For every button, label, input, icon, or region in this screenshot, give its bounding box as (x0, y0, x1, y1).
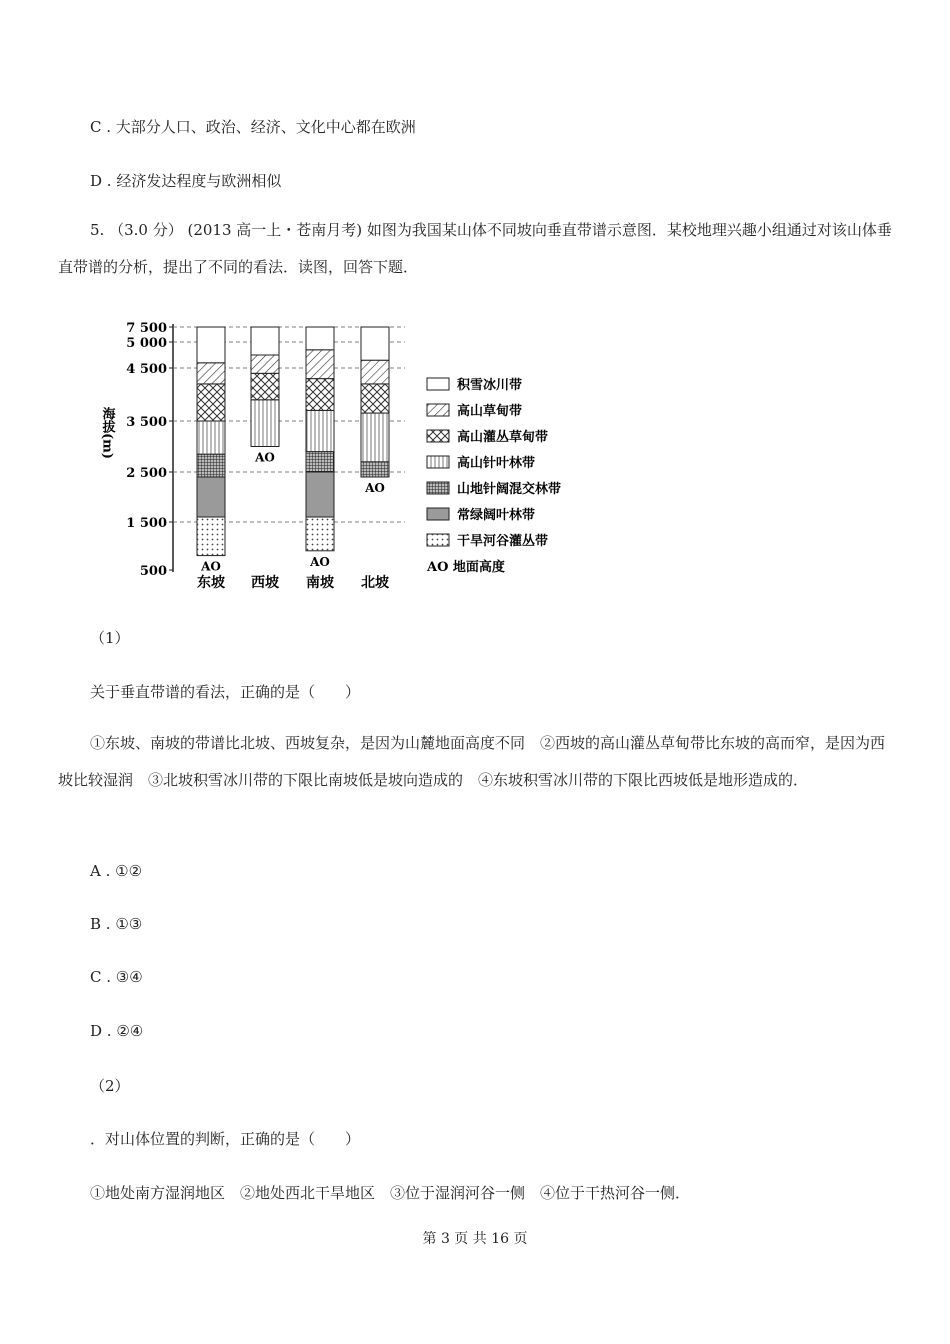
belt-segment (197, 363, 225, 384)
belt-segment (361, 384, 389, 413)
q5-sub2-statement: ①地处南方湿润地区 ②地处西北干旱地区 ③位于湿润河谷一侧 ④位于干热河谷一侧． (90, 1184, 691, 1202)
y-axis-label: 海拔(m) (99, 407, 115, 460)
belt-segment (197, 477, 225, 517)
legend-swatch (427, 430, 449, 442)
y-tick-label: 4 500 (126, 362, 167, 377)
legend-label: 干旱河谷灌丛带 (457, 534, 549, 549)
x-tick-label: 南坡 (306, 575, 334, 591)
belt-segment (306, 350, 334, 379)
legend-swatch (427, 404, 449, 416)
page-footer: 第 3 页 共 16 页 (422, 1231, 528, 1247)
q5-sub1-statement (58, 725, 894, 799)
vertical-belt-chart (99, 312, 625, 597)
belt-segment (306, 379, 334, 411)
x-tick-label: 西坡 (251, 575, 279, 591)
y-tick-label: 2 500 (126, 466, 167, 481)
belt-segment (306, 472, 334, 517)
legend-label: 常绿阔叶林带 (457, 508, 536, 523)
q5-sub1-label: （1） (90, 629, 130, 647)
belt-segment (251, 373, 279, 400)
legend-label: 山地针阔混交林带 (457, 482, 562, 497)
x-tick-label: 北坡 (361, 575, 389, 591)
ground-label: AO (310, 554, 330, 569)
q4-option-d: D . 经济发达程度与欧洲相似 (90, 172, 282, 190)
belt-segment (197, 517, 225, 556)
q5-sub2-question: ．对山体位置的判断，正确的是（ ） (90, 1130, 361, 1148)
legend-label: 积雪冰川带 (457, 378, 523, 393)
belt-segment (361, 360, 389, 384)
belt-segment (306, 327, 334, 350)
legend-swatch (427, 482, 449, 494)
q5-sub1-option-c: C . ③④ (90, 968, 143, 986)
legend-swatch (427, 378, 449, 390)
q5-stem-text: 5. （3.0 分） (2013 高一上・苍南月考) 如图为我国某山体不同坡向垂直带谱示意图．某校地理兴趣小组通过对该山体垂直带谱的分析，提出了不同的看法．读图，回答下题． (58, 221, 892, 276)
legend-swatch (427, 508, 449, 520)
belt-segment (251, 327, 279, 355)
legend-label: 高山灌丛草甸带 (457, 430, 549, 445)
q5-sub1-option-a: A . ①② (90, 862, 143, 880)
legend-swatch (427, 534, 449, 546)
legend-label: 高山针叶林带 (457, 456, 536, 471)
ground-label: AO (365, 481, 385, 495)
q5-sub2-label: （2） (90, 1077, 130, 1095)
belt-segment (306, 410, 334, 451)
belt-segment (197, 454, 225, 477)
q4-option-c: C . 大部分人口、政治、经济、文化中心都在欧洲 (90, 118, 416, 136)
ground-label: AO (255, 450, 275, 465)
q5-sub1-option-d: D . ②④ (90, 1022, 144, 1040)
belt-segment (197, 384, 225, 421)
belt-segment (361, 327, 389, 360)
y-tick-label: 500 (139, 564, 167, 579)
belt-segment (251, 355, 279, 373)
y-tick-label: 7 500 (126, 321, 167, 336)
belt-segment (361, 413, 389, 462)
x-tick-label: 东坡 (197, 575, 225, 591)
belt-segment (306, 452, 334, 472)
q5-stem (58, 212, 894, 286)
belt-segment (197, 327, 225, 363)
legend-ground-label: AO 地面高度 (427, 560, 505, 575)
belt-segment (251, 400, 279, 447)
q5-sub1-question: 关于垂直带谱的看法，正确的是（ ） (90, 683, 361, 701)
ground-label: AO (201, 559, 221, 574)
y-tick-label: 5 000 (126, 336, 167, 351)
belt-segment (197, 421, 225, 454)
y-tick-label: 3 500 (126, 415, 167, 430)
belt-segment (361, 462, 389, 477)
belt-segment (306, 517, 334, 551)
q5-sub1-option-b: B . ①③ (90, 915, 143, 933)
y-tick-label: 1 500 (126, 516, 167, 531)
legend-label: 高山草甸带 (457, 404, 523, 419)
legend-swatch (427, 456, 449, 468)
q5-sub1-statement-text: ①东坡、南坡的带谱比北坡、西坡复杂，是因为山麓地面高度不同 ②西坡的高山灌丛草甸带比东坡的高而窄，是因为西坡比较湿润 ③北坡积雪冰川带的下限比南坡低是坡向造成的 ④东坡积雪冰川带的下限比西坡低是地形造成的． (58, 734, 886, 789)
